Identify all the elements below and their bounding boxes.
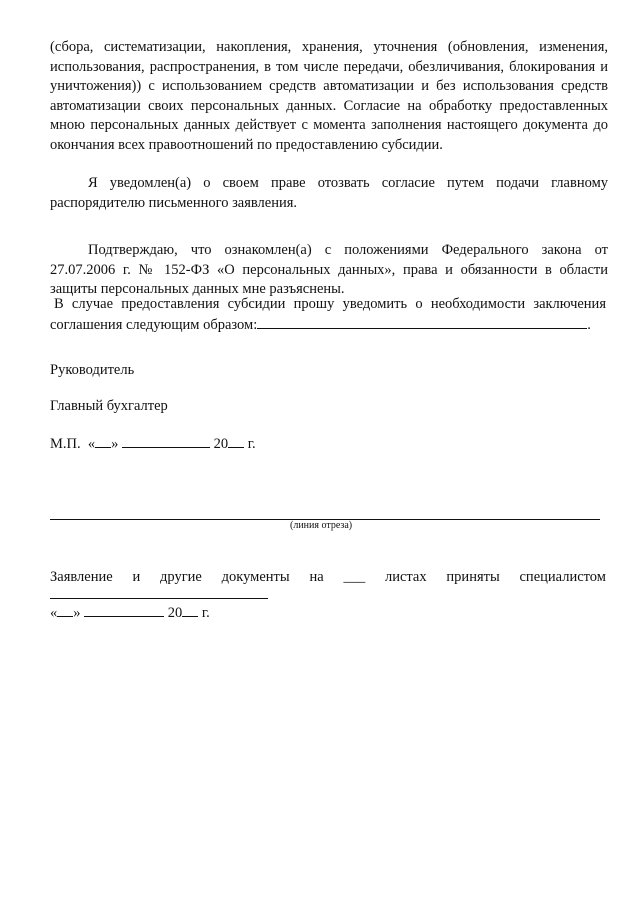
receipt-year-suffix: г.	[201, 605, 210, 621]
notify-method-line	[50, 314, 591, 336]
cut-line-label: (линия отреза)	[290, 520, 353, 531]
receipt-word: специалистом	[519, 569, 606, 585]
consent-continuation-paragraph: (сбора, систематизации, накопления, хранения, уточнения (обновления, изменения, использования, распространения, в том числе передачи, обезличивания, блокирования и уничтожения)) с использованием средств автоматизации и без использования средств автоматизации своих персональных данных. Согласие на обработку предоставленных мною персональных данных действует с момента заполнения настоящего документа до окончания всех правоотношений по предоставлению субсидии.	[50, 39, 608, 153]
receipt-date-line	[50, 602, 210, 624]
receipt-word: и	[132, 569, 141, 585]
receipt-quote-close: »	[73, 605, 81, 621]
specialist-signature-line[interactable]	[50, 598, 268, 599]
receipt-month-blank[interactable]	[84, 602, 164, 617]
stamp-quote-close: »	[111, 436, 119, 452]
receipt-word: другие	[160, 569, 202, 585]
revoke-notice-paragraph: Я уведомлен(а) о своем праве отозвать согласие путем подачи главному распорядителю письменного заявления.	[50, 175, 608, 211]
stamp-quote-open: «	[87, 436, 96, 452]
stamp-year-blank[interactable]	[228, 433, 244, 448]
stamp-year-suffix: г.	[247, 436, 256, 452]
receipt-word: на	[309, 569, 324, 585]
receipt-statement-line	[50, 568, 606, 588]
receipt-word: приняты	[446, 569, 500, 585]
chief-accountant-signature-label: Главный бухгалтер	[50, 398, 168, 414]
law-confirmation-paragraph: Подтверждаю, что ознакомлен(а) с положениями Федерального закона от 27.07.2006 г. № 152-ФЗ «О персональных данных», права и обязанности в области защиты персональных данных мне разъяснены.	[50, 242, 608, 297]
notify-method-label: соглашения следующим образом:	[50, 317, 258, 333]
head-signature-label: Руководитель	[50, 362, 135, 378]
receipt-year-blank[interactable]	[182, 602, 198, 617]
receipt-sheets-blank[interactable]: ___	[343, 569, 366, 585]
notify-request-line: В случае предоставления субсидии прошу уведомить о необходимости заключения	[54, 296, 606, 312]
stamp-label: М.П.	[50, 436, 81, 452]
receipt-quote-open: «	[50, 605, 58, 621]
stamp-year-prefix: 20	[213, 436, 229, 452]
stamp-month-blank[interactable]	[122, 433, 210, 448]
notify-method-blank[interactable]	[257, 314, 587, 329]
receipt-day-blank[interactable]	[57, 602, 73, 617]
stamp-day-blank[interactable]	[95, 433, 111, 448]
receipt-word: документы	[221, 569, 290, 585]
receipt-word: Заявление	[50, 569, 113, 585]
notify-method-end: .	[587, 317, 591, 333]
receipt-year-prefix: 20	[167, 605, 183, 621]
stamp-date-line	[50, 433, 256, 455]
receipt-word: листах	[384, 569, 427, 585]
